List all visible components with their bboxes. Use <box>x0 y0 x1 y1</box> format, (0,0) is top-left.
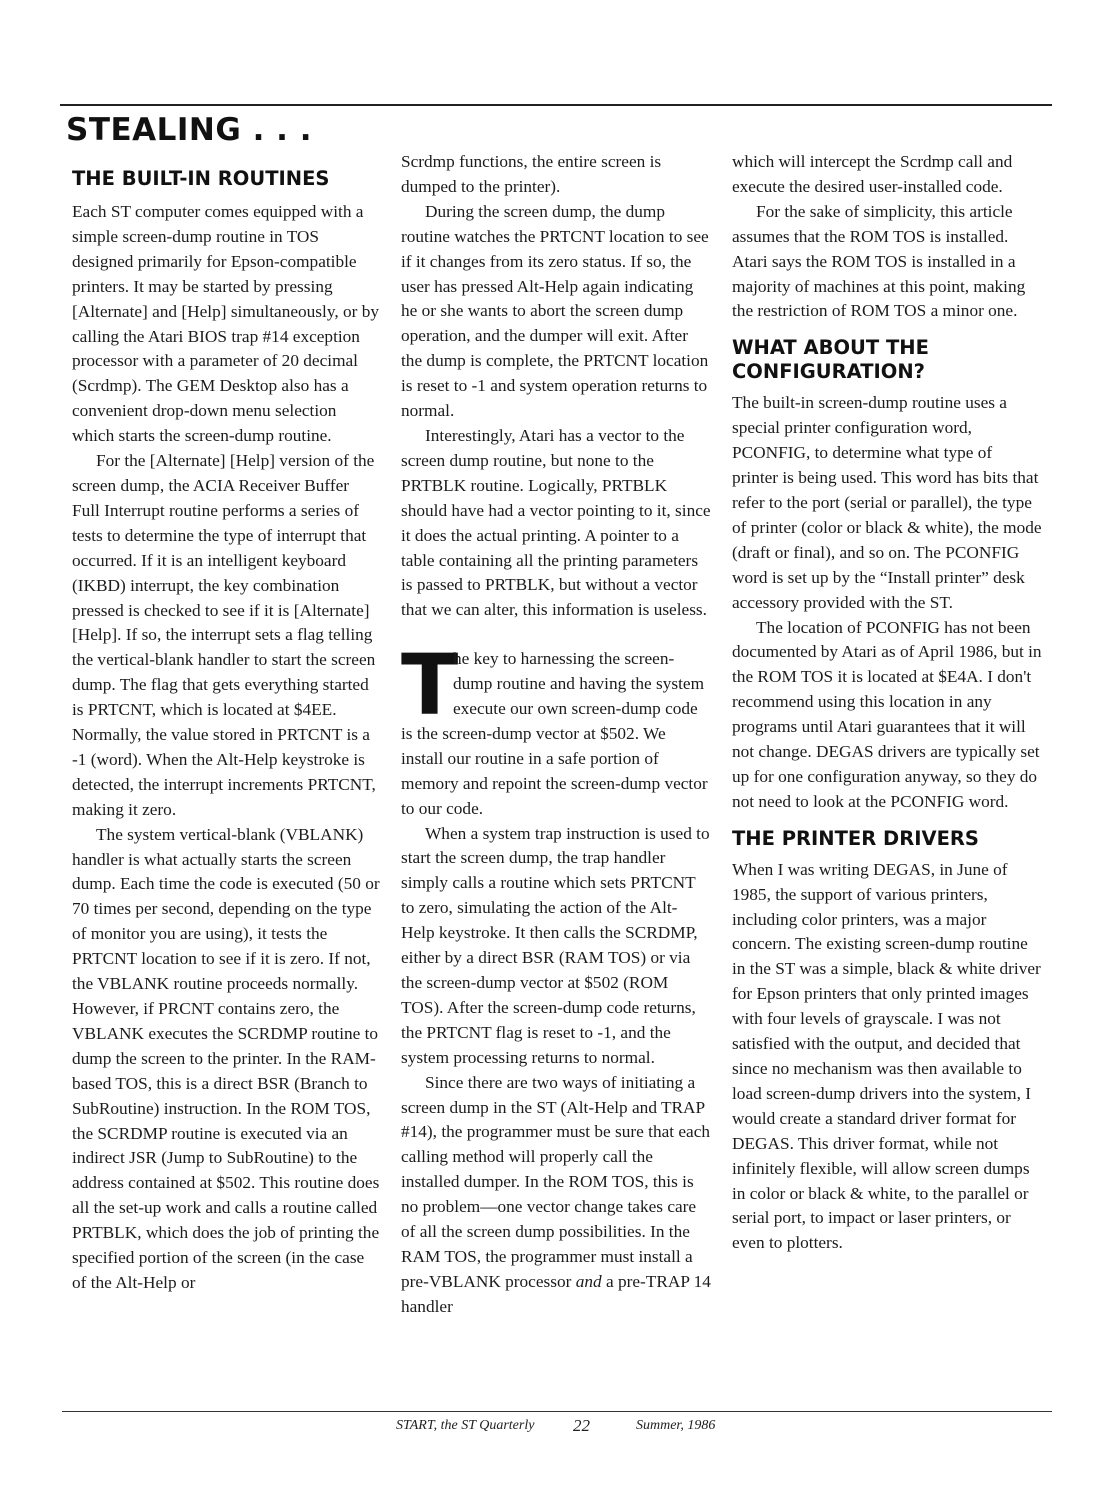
paragraph-text: Since there are two ways of initiating a screen dump in the ST (Alt-Help and TRAP #14), the programmer must be sure that each calling method will properly call the installed dumper. In the ROM TOS, this is no problem—one vector change takes care of all the screen dump possibilities. In the RAM TOS, the programmer must install a pre-VBLANK processor <box>401 1072 711 1291</box>
paragraph <box>401 1071 711 1320</box>
drop-cap: T <box>401 636 459 735</box>
paragraph: Scrdmp functions, the entire screen is dumped to the printer). <box>401 152 662 196</box>
paragraph: When I was writing DEGAS, in June of 1985, the support of various printers, including color printers, was a major concern. The existing screen-dump routine in the ST was a simple, black & white driver for Epson printers that only printed images with four levels of grayscale. I was not satisfied with the output, and decided that since no mechanism was then available to load screen-dump drivers into the system, I would create a standard driver format for DEGAS. This driver format, while not infinitely flexible, will allow screen dumps in color or black & white, to the parallel or serial port, to impact or laser printers, or even to plotters. <box>732 859 1041 1253</box>
paragraph: During the screen dump, the dump routine watches the PRTCNT location to see if it changes from its zero status. If so, the user has pressed Alt-Help again indicating he or she wants to abort the screen dump operation, and the dumper will exit. After the dump is complete, the PRTCNT location is reset to -1 and system operation returns to normal. <box>401 201 709 421</box>
column-1-body <box>72 200 380 1296</box>
article-kicker: STEALING . . . <box>66 112 313 148</box>
paragraph: The location of PCONFIG has not been documented by Atari as of April 1986, but in the ROM TOS it is located at $E4A. I don't recommend using this location in any programs until Atari guarantees that it will not change. DEGAS drivers are typically set up for one configuration anyway, so they do not need to look at the PCONFIG word. <box>732 617 1042 811</box>
dropcap-paragraph-text: he key to harnessing the screen-dump routine and having the system execute our own screen-dump code is the screen-dump vector at $502. We install our routine in a safe portion of memory and repoint the screen-dump vector to our code. <box>401 649 708 818</box>
paragraph: For the [Alternate] [Help] version of the screen dump, the ACIA Receiver Buffer Full Interrupt routine performs a series of tests to determine the type of interrupt that occurred. If it is an intelligent keyboard (IKBD) interrupt, the key combination pressed is checked to see if it is [Alternate] [Help]. If so, the interrupt sets a flag telling the vertical-blank handler to start the screen dump. The flag that gets everything started is PRTCNT, which is located at $4EE. Normally, the value stored in PRTCNT is a -1 (word). When the Alt-Help keystroke is detected, the interrupt increments PRTCNT, making it zero. <box>72 451 376 819</box>
paragraph-tail: a pre-TRAP 14 handler <box>401 1271 711 1316</box>
dropcap-paragraph <box>401 636 711 821</box>
footer-issue: Summer, 1986 <box>636 1418 716 1433</box>
section-heading-printer-drivers: THE PRINTER DRIVERS <box>732 826 979 850</box>
paragraph: Interestingly, Atari has a vector to the screen dump routine, but none to the PRTBLK routine. Logically, PRTBLK should have had a vector pointing to it, since it does the actual printing. A pointer to a table containing all the printing parameters is passed to PRTBLK, but without a vector that we can alter, this information is useless. <box>401 425 711 620</box>
paragraph: When a system trap instruction is used to start the screen dump, the trap handler simply calls a routine which sets PRTCNT to zero, simulating the action of the Alt-Help keystroke. It then calls the SCRDMP, either by a direct BSR (RAM TOS) or via the screen-dump vector at $502 (ROM TOS). After the screen-dump code returns, the PRTCNT flag is reset to -1, and the system processing returns to normal. <box>401 823 710 1067</box>
footer-publication: START, the ST Quarterly <box>396 1418 535 1433</box>
emphasis-and: and <box>575 1271 602 1291</box>
section-heading-built-in-routines: THE BUILT-IN ROUTINES <box>72 167 330 190</box>
paragraph: The built-in screen-dump routine uses a special printer configuration word, PCONFIG, to determine what type of printer is being used. This word has bits that refer to the port (serial or parallel), the type of printer (color or black & white), the mode (draft or final), and so on. The PCONFIG word is set up by the “Install printer” desk accessory provided with the ST. <box>732 393 1042 612</box>
top-rule <box>60 104 1052 106</box>
column-2 <box>401 150 711 1320</box>
paragraph: For the sake of simplicity, this article assumes that the ROM TOS is installed. Atari says the ROM TOS is installed in a majority of machines at this point, making the restriction of ROM TOS a minor one. <box>732 201 1026 321</box>
bottom-rule <box>62 1411 1052 1412</box>
paragraph: Each ST computer comes equipped with a simple screen-dump routine in TOS designed primarily for Epson-compatible printers. It may be started by pressing [Alternate] and [Help] simultaneously, or by calling the Atari BIOS trap #14 exception processor with a parameter of 20 decimal (Scrdmp). The GEM Desktop also has a convenient drop-down menu selection which starts the screen-dump routine. <box>72 202 379 446</box>
footer-page-number: 22 <box>573 1416 590 1435</box>
paragraph: The system vertical-blank (VBLANK) handler is what actually starts the screen dump. Each time the code is executed (50 or 70 times per second, depending on the type of monitor you are using), it tests the PRTCNT location to see if it is zero. If not, the VBLANK routine proceeds normally. However, if PRCNT contains zero, the VBLANK executes the SCRDMP routine to dump the screen to the printer. In the RAM-based TOS, this is a direct BSR (Branch to SubRoutine) instruction. In the ROM TOS, the SCRDMP routine is executed via an indirect JSR (Jump to SubRoutine) to the address contained at $502. This routine does all the set-up work and calls a routine called PRTBLK, which does the job of printing the specified portion of the screen (in the case of the Alt-Help or <box>72 824 380 1292</box>
paragraph: which will intercept the Scrdmp call and execute the desired user-installed code. <box>732 152 1013 196</box>
column-3 <box>732 150 1042 1256</box>
section-heading-configuration: WHAT ABOUT THE CONFIGURATION? <box>732 336 929 384</box>
